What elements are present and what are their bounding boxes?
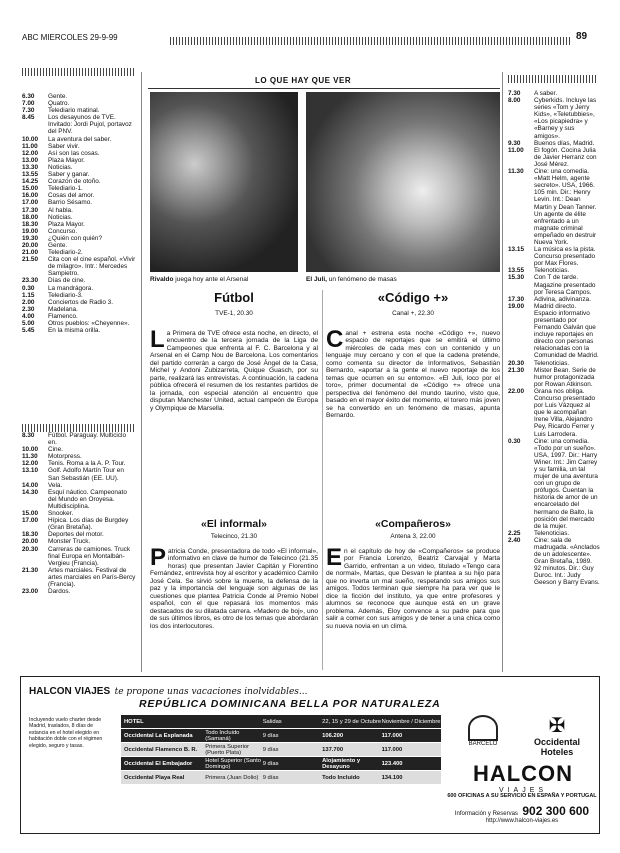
- listing-program: Barrio Sésamo.: [48, 199, 93, 207]
- listing-row: [22, 277, 136, 284]
- listing-row: [22, 235, 136, 242]
- listing-row: [22, 107, 136, 114]
- center-divider: [322, 290, 323, 670]
- listing-row: [22, 567, 136, 588]
- listing-program: Conciertos de Radio 3.: [48, 298, 114, 306]
- caption-name: El Juli,: [306, 276, 327, 283]
- listing-row: [508, 147, 600, 168]
- listing-time: 8.30: [22, 432, 35, 439]
- table-row: [121, 771, 441, 785]
- left-col-hatch: [22, 68, 134, 76]
- halcon-viajes-text: VIAJES: [498, 787, 548, 794]
- listing-row: [22, 517, 136, 531]
- barcelo-label: BARCELÓ: [468, 741, 498, 747]
- listing-program: Telediario-1.: [48, 185, 83, 193]
- page-date-header: ABC MIERCOLES 29-9-99: [22, 33, 118, 42]
- hotel-category: Primera (Juan Dolio): [205, 774, 259, 781]
- barcelo-logo: [451, 715, 515, 747]
- info-label: Información y Reservas: [454, 811, 518, 817]
- halcon-advertisement: [20, 676, 600, 834]
- caption-text: juega hoy ante el Arsenal: [175, 276, 249, 283]
- football-article: [150, 330, 318, 462]
- listing-time: 18.30: [22, 531, 38, 539]
- listing-row: [22, 157, 136, 164]
- listing-time: 19.00: [22, 227, 38, 235]
- listing-time: 10.00: [22, 446, 38, 454]
- header-divider-hatch: [170, 37, 570, 45]
- codigo-article-text: anal + estrena esta noche «Código +», nuevo espacio de reportajes que se emitirá el último miércoles de cada mes con un contenido y un lenguaje muy cercano y con el que la cadena pretende, como comenta su director de Informativos, Sebastián Bernardo, «aportar a la gente el nuevo reportaje de los temas que ocurren en su entorno». «El Juli, loco por el toro», primer documental de «Código +» ofrece una perspectiva del fenómeno del mundo taurino, visto que, basado en el mayor éxito del momento, el torero más joven se ha convertido en un fenómeno de masas, apunta Bernardo.: [326, 330, 500, 419]
- listing-program: ¿Quién con quién?: [48, 234, 103, 242]
- listing-program: Concurso.: [48, 227, 78, 235]
- football-channel: TVE-1, 20.30: [215, 310, 253, 317]
- listing-time: 8.45: [22, 114, 35, 122]
- hotel-price-oct: 137.700: [322, 746, 344, 753]
- listing-program: Días de cine.: [48, 277, 86, 285]
- listing-program: Al habla.: [48, 206, 73, 214]
- football-article-text: a Primera de TVE ofrece esta noche, en directo, el encuentro de la tercera jornada de la Liga de Campeones que enfrenta al F. C. Barcelona y al Arsenal en el Camp Nou de Barcelona. Los comentarios del partido correrán a cargo de José Ángel de la Casa, Michel y Andoni Zubizarreta, Quique Guasch, por su parte, realizará las entrevistas. A continuación, la cadena pública ofrecerá el resumen de los restantes partidos de la jornada, con especial atención al encuentro que disputan Manchester United, actual campeón de Europa y Olympique de Marsella.: [150, 330, 318, 412]
- listing-time: 14.25: [22, 178, 38, 186]
- halcon-brand: HALCON VIAJES: [29, 686, 111, 697]
- listing-row: [22, 489, 136, 510]
- listing-row: [22, 538, 136, 545]
- listing-row: [22, 249, 136, 256]
- listing-program: Noticias.: [48, 213, 73, 221]
- informal-article: [150, 548, 318, 668]
- hotel-duration: 9 días: [262, 760, 279, 767]
- listing-row: [508, 168, 600, 246]
- listing-row: [508, 537, 600, 587]
- listing-row: [22, 100, 136, 107]
- listing-time: 14.00: [22, 481, 38, 489]
- hotel-duration: 9 días: [262, 774, 279, 781]
- ad-intro: Incluyendo vuelo charter desde Madrid, traslados, 8 días de estancia en el hotel elegido en habitación doble con el régimen elegido, seguro y tasas.: [29, 717, 103, 749]
- listing-row: [508, 274, 600, 295]
- tve2-listings: [22, 93, 136, 334]
- listing-time: 8.00: [508, 97, 521, 105]
- listing-time: 7.30: [508, 90, 521, 97]
- listing-row: [22, 531, 136, 538]
- listing-row: [22, 446, 136, 453]
- listing-time: 12.00: [22, 460, 38, 468]
- hotel-price-nov: 117.000: [381, 732, 403, 739]
- listing-program: Los desayunos de TVE. Invitado: Jordi Pujol, portavoz del PNV.: [48, 114, 132, 136]
- caption-text: un fenómeno de masas: [328, 276, 397, 283]
- ad-slogan: te propone unas vacaciones inolvidables...: [114, 687, 308, 697]
- listing-program: Golf. Adolfo Martín Tour en San Sebastián (EE. UU).: [48, 467, 124, 482]
- listing-program: Flamenco.: [48, 312, 78, 320]
- sports-listings: [22, 432, 136, 595]
- hotel-price-oct: Alojamiento y Desayuno: [322, 757, 361, 770]
- listing-time: 16.00: [22, 192, 38, 200]
- listing-program: Míster Bean. Serie de humor protagonizada por Rowan Atkinson.: [534, 366, 596, 388]
- listing-time: 7.30: [22, 107, 35, 115]
- hotel-price-nov: 123.400: [381, 760, 403, 767]
- listing-program: Gente.: [48, 241, 68, 249]
- section-title: LO QUE HAY QUE VER: [255, 76, 352, 85]
- occidental-logo: [519, 715, 595, 757]
- listing-row: [22, 214, 136, 221]
- listing-time: 21.00: [22, 249, 38, 257]
- listing-program: La aventura del saber.: [48, 135, 112, 143]
- listing-row: [22, 114, 136, 135]
- listing-time: 13.30: [22, 163, 38, 171]
- listing-time: 18.30: [22, 220, 38, 228]
- listing-row: [22, 510, 136, 517]
- listing-program: Quatro.: [48, 100, 70, 108]
- listing-program: Hípica. Los días de Burgdey (Gran Bretaña).: [48, 517, 129, 532]
- listing-row: [508, 530, 600, 537]
- companeros-article-text: n el capítulo de hoy de «Compañeros» se produce por Francia Lorenzo, Beatriz Carvajal y Marta Garrido, enfrentan a un video, titulado «Tengo cara de normal», Martas, que Desvan le plantea a su hijo para que no inverta un mal sueño, respetando sus amigos sus amigos. Todos terminan que siempre ha para ver que le dice la ficción del instituto, ya que entre profesores y alumnos se reconoce que aunque está en un grave problema. Además, Eloy convence a su padre para que salir a comer con sus amigos y de tener a una chica como su nueva novia en un clima.: [326, 548, 500, 630]
- drop-cap-e: E: [326, 548, 343, 571]
- hotel-name: Occidental El Embajador: [124, 760, 193, 767]
- listing-row: [22, 185, 136, 192]
- listing-time: 15.00: [22, 510, 38, 518]
- listing-time: 15.30: [508, 274, 524, 282]
- listing-program: Cine: sala de madrugada. «Anclados de un adolescente». Gran Bretaña, 1989. 92 minutos. Dir.: Guy Duroc. Int.: Judy Geeson y Barry Evans.: [534, 536, 600, 587]
- listing-time: 20.30: [508, 359, 524, 367]
- listing-row: [508, 367, 600, 388]
- listing-program: Plaza Mayor.: [48, 220, 85, 228]
- listing-program: Así son las cosas.: [48, 149, 100, 157]
- hotel-name: Occidental La Esplanada: [124, 732, 193, 739]
- listing-time: 20.00: [22, 241, 38, 249]
- republic-banner: REPÚBLICA DOMINICANA BELLA POR NATURALEZA: [139, 698, 441, 710]
- companeros-article: [326, 548, 500, 668]
- listing-time: 13.55: [22, 171, 38, 179]
- listing-row: [22, 453, 136, 460]
- football-caption: [150, 276, 310, 283]
- web-address: http://www.halcon-viajes.es: [485, 818, 559, 824]
- listing-program: Dardos.: [48, 588, 71, 596]
- hotel-name: Occidental Playa Real: [124, 774, 185, 781]
- table-row: [121, 729, 441, 743]
- football-headline: Fútbol: [214, 290, 254, 305]
- listing-time: 2.30: [22, 305, 35, 313]
- listing-program: Artes marciales. Festival de artes marciales en París-Bercy (Francia).: [48, 566, 136, 588]
- listing-program: En la misma orilla.: [48, 327, 101, 335]
- listing-program: Cine: una comedia. «Todo por un sueño». USA, 1997. Dir.: Harry Winer. Int.: Jim Carrey y su familia, un tal mujer de una aventura con un grupo de prófugos. Cuentan la historia de amor de un encarcelado del hermano de Balto, la posición del mercado de la mujer.: [534, 437, 598, 530]
- listing-program: Snooker.: [48, 510, 74, 518]
- ad-headline: [29, 681, 308, 699]
- listing-program: Plaza Mayor.: [48, 156, 85, 164]
- listing-row: [508, 246, 600, 267]
- right-divider: [502, 72, 503, 672]
- listing-row: [508, 296, 600, 303]
- listing-program: Telenoticias.: [534, 267, 570, 275]
- listing-row: [22, 171, 136, 178]
- listing-program: Deportes del motor.: [48, 531, 104, 539]
- listing-row: [22, 292, 136, 299]
- hotel-category: Primera Superior (Puerto Plata): [205, 743, 250, 756]
- listing-row: [22, 242, 136, 249]
- listing-row: [508, 90, 600, 97]
- listing-time: 5.45: [22, 327, 35, 335]
- listing-time: 5.00: [22, 320, 35, 327]
- telemadrid-listings: [508, 90, 600, 587]
- listing-program: La mandrágora.: [48, 284, 94, 292]
- listing-program: El fogón. Cocina Julia de Javier Herranz con José Mérez.: [534, 146, 597, 168]
- right-col-hatch: [508, 75, 598, 83]
- drop-cap-l: L: [150, 330, 165, 353]
- listing-program: Carreras de camiones. Truck final Europa en Montalbán-Vergieu (Francia).: [48, 545, 131, 567]
- listing-time: 11.00: [22, 142, 38, 150]
- hotel-price-oct: Todo Incluido: [322, 774, 360, 781]
- listing-time: 23.00: [22, 588, 38, 596]
- listing-time: 2.00: [22, 298, 35, 306]
- listing-row: [22, 285, 136, 292]
- table-row: [121, 757, 441, 771]
- football-photo: [150, 92, 298, 272]
- listing-row: [22, 93, 136, 100]
- halcon-logo-text: HALCON: [472, 761, 574, 786]
- listing-row: [22, 299, 136, 306]
- listing-program: Telenoticias.: [534, 529, 570, 537]
- listing-program: Otros pueblos: «Cheyenne».: [48, 320, 130, 327]
- caption-name: Rivaldo: [150, 276, 174, 283]
- listing-row: [508, 140, 600, 147]
- listing-row: [22, 150, 136, 157]
- listing-row: [22, 199, 136, 206]
- listing-time: 13.10: [22, 467, 38, 475]
- listing-program: Cine: una comedia. «Matt Helm, agente secreto». USA, 1966. 105 min. Dir.: Henry Levin. Int.: Dean Martin y Dean Tanner. Un agente de élite enfrentado a un magnate criminal empeñado en destruir Nueva York.: [534, 168, 597, 246]
- listing-row: [508, 388, 600, 438]
- listing-row: [22, 221, 136, 228]
- listing-time: 21.30: [22, 566, 38, 574]
- drop-cap-c: C: [326, 330, 344, 353]
- listing-row: [508, 303, 600, 360]
- listing-program: Fútbol. Paraguay. Multiciclo en.: [48, 432, 127, 447]
- listing-program: A saber.: [534, 90, 558, 97]
- listing-row: [22, 460, 136, 467]
- listing-program: Adivina, adivinanza.: [534, 295, 591, 303]
- listing-time: 12.00: [22, 149, 38, 157]
- listing-row: [22, 432, 136, 446]
- listing-row: [22, 327, 136, 334]
- listing-program: Cyberkids. Incluye las series «Tom y Jerry Kids», «Teletubbies», «Los picapiedra» y «Barney y sus amigos».: [534, 97, 597, 140]
- listing-program: La música es la pista. Concurso presentado por Max Flores.: [534, 246, 596, 268]
- listing-time: 17.30: [508, 295, 524, 303]
- listing-time: 18.00: [22, 213, 38, 221]
- header-nov-dec: Noviembre / Diciembre: [381, 718, 441, 725]
- drop-cap-p: P: [150, 548, 167, 571]
- listing-row: [22, 306, 136, 313]
- listing-program: Cita con el cine español. «Vivir de milagro». Intr.: Mercedes Sampietro.: [48, 256, 136, 278]
- page-number: 89: [576, 31, 588, 42]
- listing-row: [22, 164, 136, 171]
- hotel-category: Todo Incluido (Samaná): [205, 729, 240, 742]
- title-rule: [148, 88, 500, 89]
- listing-program: Con T de tarde. Magazine presentado por Teresa Campos.: [534, 274, 596, 296]
- hotel-category: Hotel Superior (Santo Domingo): [205, 757, 261, 770]
- informal-channel: Telecinco, 21.30: [210, 533, 258, 540]
- listing-program: Madrid directo. Espacio informativo presentado por Fernando Galván que incluye reportajes en directo con personas relacionadas con la Comunidad de Madrid.: [534, 302, 599, 360]
- listing-time: 17.30: [22, 206, 38, 214]
- listing-program: Vela.: [48, 481, 63, 489]
- listing-time: 0.30: [508, 437, 521, 445]
- informal-article-text: atricia Conde, presentadora de todo «El informal», informativo en clave de humor de Telecinco (21.35 horas) que presentan Javier Capitán y Florentino Fernández, entrevista hoy al escritor y académico Camilo José Cela. Se sirvió sobre la muerte, la defensa de la paz y la importancia del lenguaje son algunas de las cuestiones que plantea Patricia Conde al Premio Nobel español, con el que repasará los momentos más destacados de su dilatada carrera. «Madero de boj», uno de sus últimos libros, es otro de los temas que abordarán los dos interlocutores.: [150, 548, 318, 630]
- listing-row: [22, 192, 136, 199]
- header-october: 22, 15 y 29 de Octubre: [322, 718, 382, 725]
- table-row: [121, 743, 441, 757]
- listing-row: [508, 360, 600, 367]
- listing-time: 7.00: [22, 100, 35, 108]
- bullfighter-photo: [306, 92, 500, 272]
- listing-time: 20.00: [22, 538, 38, 546]
- listing-time: 20.30: [22, 545, 38, 553]
- listing-time: 0.30: [22, 284, 35, 292]
- hotel-price-nov: 134.100: [381, 774, 403, 781]
- listing-time: 13.15: [508, 246, 524, 254]
- listing-time: 19.00: [508, 302, 524, 310]
- listing-program: Cosas del amor.: [48, 192, 95, 200]
- hotel-duration: 9 días: [262, 732, 279, 739]
- bullfighter-caption: [306, 276, 500, 283]
- listing-row: [22, 256, 136, 277]
- header-salidas: Salidas: [262, 718, 282, 725]
- listing-row: [508, 438, 600, 530]
- listing-program: Buenos días, Madrid.: [534, 139, 595, 147]
- listing-program: Corazón de otoño.: [48, 178, 101, 186]
- listing-row: [22, 136, 136, 143]
- listing-time: 11.30: [508, 168, 524, 176]
- listing-row: [22, 320, 136, 327]
- listing-program: Motorpress.: [48, 453, 82, 461]
- listing-program: Monster Truck.: [48, 538, 91, 546]
- listing-time: 6.30: [22, 93, 35, 100]
- listing-time: 11.30: [22, 453, 38, 461]
- table-header: [121, 715, 441, 729]
- listing-row: [508, 267, 600, 274]
- codigo-headline: «Código +»: [377, 290, 449, 305]
- listing-time: 15.00: [22, 185, 38, 193]
- companeros-channel: Antena 3, 22.00: [390, 533, 436, 540]
- hotel-name: Occidental Flamenco B. R.: [124, 746, 198, 753]
- listing-time: 2.25: [508, 529, 521, 537]
- ad-offices: 600 OFICINAS A SU SERVICIO EN ESPAÑA Y PORTUGAL: [447, 793, 597, 799]
- hotel-price-oct: 106.200: [322, 732, 344, 739]
- listing-time: 23.30: [22, 277, 38, 285]
- listing-time: 13.55: [508, 267, 524, 275]
- listing-program: Madelana.: [48, 305, 78, 313]
- listing-program: Telediario-3.: [48, 291, 83, 299]
- phone-number: 902 300 600: [522, 804, 590, 818]
- occidental-label: Occidental Hoteles: [533, 737, 580, 757]
- listing-row: [22, 546, 136, 567]
- listing-program: Esquí náutico. Campeonato del Mundo en Oroyesa. Multidisciplina.: [48, 488, 127, 510]
- halcon-logo: [451, 761, 595, 794]
- listing-row: [22, 228, 136, 235]
- left-divider: [141, 72, 142, 672]
- barcelo-emblem-icon: [468, 715, 498, 741]
- occidental-emblem-icon: ✠: [548, 715, 566, 737]
- listing-time: 2.40: [508, 536, 521, 544]
- listing-time: 13.00: [22, 156, 38, 164]
- listing-program: Tenis. Roma a la A. P. Tour.: [48, 460, 126, 468]
- listing-row: [22, 588, 136, 595]
- hotel-duration: 9 días: [262, 746, 279, 753]
- listing-time: 21.30: [508, 366, 524, 374]
- informal-headline: «El informal»: [201, 518, 267, 530]
- hotel-price-table: [121, 715, 441, 785]
- header-hotel: HOTEL: [124, 718, 144, 725]
- listing-row: [22, 143, 136, 150]
- listing-program: Saber vivir.: [48, 142, 80, 150]
- listing-program: Noticias.: [48, 163, 73, 171]
- listing-program: Telenoticias.: [534, 359, 570, 367]
- listing-time: 17.00: [22, 517, 38, 525]
- hotel-price-nov: 117.000: [381, 746, 403, 753]
- codigo-article: [326, 330, 500, 485]
- listing-program: Grana nos obliga. Concurso presentado por Luis Vázquez al que le acompañan Irene Villa, Alejandro Pey, Ricardo Ferrer y Luis Larrodera.: [534, 387, 596, 438]
- codigo-channel: Canal +, 22.30: [392, 310, 434, 317]
- listing-program: Gente.: [48, 93, 68, 100]
- listing-program: Telediario-2.: [48, 249, 83, 257]
- listing-row: [22, 482, 136, 489]
- listing-program: Telediario matinal.: [48, 107, 100, 115]
- listing-time: 17.00: [22, 199, 38, 207]
- listing-time: 14.30: [22, 488, 38, 496]
- listing-row: [22, 207, 136, 214]
- listing-time: 10.00: [22, 135, 38, 143]
- listing-time: 9.30: [508, 139, 521, 147]
- listing-program: Saber y ganar.: [48, 171, 90, 179]
- listing-program: Cine.: [48, 446, 63, 454]
- companeros-headline: «Compañeros»: [375, 518, 451, 530]
- listing-time: 22.00: [508, 387, 524, 395]
- listing-time: 1.15: [22, 291, 35, 299]
- listing-row: [508, 97, 600, 140]
- left-col-hatch-2: [22, 424, 134, 432]
- listing-time: 21.50: [22, 256, 38, 264]
- listing-row: [22, 313, 136, 320]
- listing-time: 19.30: [22, 234, 38, 242]
- listing-row: [22, 178, 136, 185]
- listing-time: 11.00: [508, 146, 524, 154]
- listing-row: [22, 467, 136, 481]
- listing-time: 4.00: [22, 312, 35, 320]
